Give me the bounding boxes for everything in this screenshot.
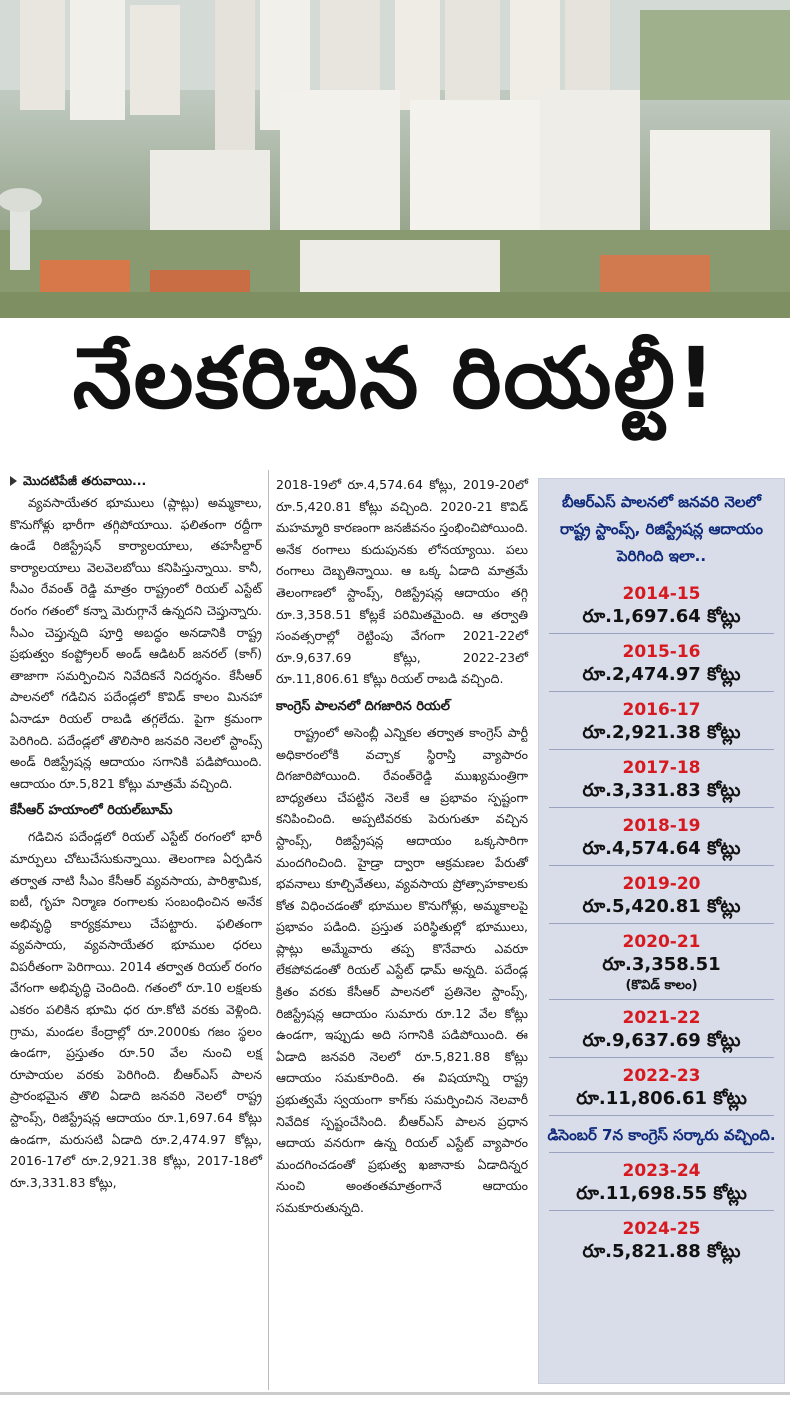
congress-note: డిసెంబర్ 7న కాంగ్రెస్ సర్కారు వచ్చింది.	[547, 1126, 776, 1144]
row-divider	[549, 633, 774, 634]
kicker-text: మొదటిపేజీ తరువాయి...	[23, 473, 147, 489]
year-label: 2019-20	[622, 874, 701, 894]
year-row	[539, 1218, 784, 1264]
year-row	[539, 1160, 784, 1211]
revenue-value: రూ.11,698.55 కోట్లు	[576, 1183, 747, 1204]
revenue-value: రూ.11,806.61 కోట్లు	[576, 1088, 747, 1109]
kicker	[10, 470, 262, 492]
year-row	[539, 641, 784, 692]
revenue-value: రూ.5,821.88 కోట్లు	[582, 1241, 741, 1262]
year-label: 2014-15	[622, 584, 701, 604]
triangle-bullet-icon	[10, 476, 17, 486]
row-divider	[549, 999, 774, 1000]
row-divider	[549, 691, 774, 692]
paragraph: వ్యవసాయేతర భూములు (ప్లాట్లు) అమ్మకాలు, కొనుగోళ్లు భారీగా తగ్గిపోయాయి. ఫలితంగా రద్దీగా ఉండే రిజిస్ట్రేషన్ కార్యాలయాలు, తహసీల్దార్ కార్యాలయాలు వెలవెలబోయి కనిపిస్తున్నాయి. కానీ, సీఎం రేవంత్ రెడ్డి మాత్రం రాష్ట్రంలో రియల్ ఎస్టేట్ రంగం గతంలో కన్నా మెరుగ్గానే ఉన్నదని చెప్తున్నారు. సీఎం చెప్తున్నది పూర్తి అబద్ధం అనడానికి రాష్ట్ర ప్రభుత్వం కంప్ట్రోలర్ అండ్ ఆడిటర్ జనరల్ (కాగ్) తాజాగా సమర్పించిన నివేదికనే నిదర్శనం. కేసీఆర్ పాలనలో గడిచిన పదేండ్లలో కొవిడ్ కాలం మినహా ఏనాడూ రియల్ రాబడి తగ్గలేదు. పైగా క్రమంగా పెరిగింది. పదేండ్లలో తొలిసారి జనవరి నెలలో స్టాంప్స్ అండ్ రిజిస్ట్రేషన్ల ఆదాయం సగానికి పడిపోయింది. ఆదాయం రూ.5,821 కోట్లు మాత్రమే వచ్చింది.	[10, 495, 262, 791]
article-column-2	[276, 474, 528, 1219]
row-divider	[549, 749, 774, 750]
bottom-rule	[0, 1392, 790, 1395]
covid-note: (కొవిడ్ కాలం)	[625, 978, 698, 993]
year-row	[539, 583, 784, 634]
row-divider	[549, 1210, 774, 1211]
revenue-value: రూ.2,921.38 కోట్లు	[582, 722, 741, 743]
row-divider	[549, 1057, 774, 1058]
revenue-value: రూ.9,637.69 కోట్లు	[582, 1030, 741, 1051]
revenue-value: రూ.5,420.81 కోట్లు	[582, 896, 741, 917]
headline: నేలకరిచిన రియల్టీ!	[72, 328, 718, 427]
year-row	[539, 873, 784, 924]
year-label: 2024-25	[622, 1219, 701, 1239]
year-label: 2018-19	[622, 816, 701, 836]
year-row	[539, 1007, 784, 1058]
revenue-value: రూ.2,474.97 కోట్లు	[582, 664, 741, 685]
paragraph: రాష్ట్రంలో అసెంబ్లీ ఎన్నికల తర్వాత కాంగ్రెస్ పార్టీ అధికారంలోకి వచ్చాక స్థిరాస్తి వ్యాపారం దిగజారిపోయింది. రేవంత్‌రెడ్డి ముఖ్యమంత్రిగా బాధ్యతలు చేపట్టిన నెలకే ఆ ప్రభావం స్పష్టంగా కనిపించింది. అప్పటివరకు పెరుగుతూ వచ్చిన స్టాంప్స్, రిజిస్ట్రేషన్ల ఆదాయం ఒక్కసారిగా మందగించింది. హైడ్రా ద్వారా ఆక్రమణల పేరుతో భవనాలు కూల్చివేతలు, వ్యవసాయ ప్రోత్సాహకాలకు కోత విధించడంతో భూముల కొనుగోళ్లు, అమ్మకాలపై ప్రభావం పడింది. ప్రస్తుత పరిస్థితుల్లో భూములు, ప్లాట్లు అమ్మేవారు తప్ప కొనేవారు ఎవరూ లేకపోవడంతో రియల్ ఎస్టేట్ ఢామ్ అన్నది. పదేండ్ల క్రితం వరకు కేసీఆర్ పాలనలో ప్రతినెల స్టాంప్స్, రిజిస్ట్రేషన్ల ఆదాయం సుమారు రూ.12 వేల కోట్లు ఉండగా, ఇప్పుడు అది సగానికి పడిపోయింది. ఈ ఏడాది జనవరి నెలలో రూ.5,821.88 కోట్లు ఆదాయం సమకూరింది. ఈ విషయాన్ని రాష్ట్ర ప్రభుత్వమే స్వయంగా కాగ్‌కు సమర్పించిన నెలవారీ నివేదిక స్పష్టంచేసింది. బీఆర్‌ఎస్ పాలన ప్రధాన ఆదాయ వనరుగా ఉన్న రియల్ ఎస్టేట్ వ్యాపారం మందగించడంతో ప్రభుత్వ ఖజానాకు ఏడాదిన్నర నుంచి అంతంతమాత్రంగానే ఆదాయం సమకూరుతున్నది.	[276, 724, 528, 1215]
paragraph: 2018-19లో రూ.4,574.64 కోట్లు, 2019-20లో రూ.5,420.81 కోట్లు వచ్చింది. 2020-21 కొవిడ్ మహమ్మారి కారణంగా జనజీవనం స్తంభించిపోయింది. అనేక రంగాలు కుదుపునకు లోనయ్యాయి. పలు రంగాలు దెబ్బతిన్నాయి. ఆ ఒక్క ఏడాది మాత్రమే తెలంగాణలో స్టాంప్స్, రిజిస్ట్రేషన్ల ఆదాయం తగ్గి రూ.3,358.51 కోట్లకే పరిమితమైంది. ఆ తర్వాతి సంవత్సరాల్లో రెట్టింపు వేగంగా 2021-22లో రూ.9,637.69 కోట్లు, 2022-23లో రూ.11,806.61 కోట్లు రియల్ రాబడి వచ్చింది.	[276, 477, 528, 687]
row-divider	[549, 1152, 774, 1153]
article-column-1	[10, 470, 262, 1193]
column-divider	[268, 470, 269, 1390]
year-label: 2023-24	[622, 1161, 701, 1181]
year-label: 2021-22	[622, 1008, 701, 1028]
city-skyline-illustration	[0, 0, 790, 318]
row-divider	[549, 807, 774, 808]
revenue-value: రూ.3,358.51	[602, 954, 721, 975]
paragraph: గడిచిన పదేండ్లలో రియల్ ఎస్టేట్ రంగంలో భారీ మార్పులు చోటుచేసుకున్నాయి. తెలంగాణ ఏర్పడిన తర్వాత నాటి సీఎం కేసీఆర్ వ్యవసాయ, పారిశ్రామిక, ఐటీ, గృహ నిర్మాణ రంగాలకు సంబంధించిన అనేక అభివృద్ధి కార్యక్రమాలు చేపట్టారు. ఫలితంగా వ్యవసాయ, వ్యవసాయేతర భూముల ధరలు విపరీతంగా పెరిగాయి. 2014 తర్వాత రియల్ రంగం వేగంగా అభివృద్ధి చెందింది. గతంలో రూ.10 లక్షలకు ఎకరం పలికిన భూమి ధర రూ.కోటి వరకు వెళ్లింది. గ్రామ, మండల కేంద్రాల్లో రూ.2000కు గజం స్థలం ఉండగా, ప్రస్తుతం రూ.50 వేల నుంచి లక్ష రూపాయల వరకు పెరిగింది. బీఆర్‌ఎస్ పాలన ప్రారంభమైన తొలి ఏడాది జనవరి నెలలో రాష్ట్ర స్టాంప్స్, రిజిస్ట్రేషన్ల ఆదాయం రూ.1,697.64 కోట్లు ఉండగా, మరుసటి ఏడాది రూ.2,474.97 కోట్లు, 2016-17లో రూ.2,921.38 కోట్లు, 2017-18లో రూ.3,331.83 కోట్లు,	[10, 829, 262, 1190]
revenue-value: రూ.4,574.64 కోట్లు	[582, 838, 741, 859]
revenue-sidebar	[538, 478, 785, 1384]
row-divider	[549, 923, 774, 924]
row-divider	[549, 865, 774, 866]
year-label: 2016-17	[622, 700, 701, 720]
year-row	[539, 815, 784, 866]
revenue-value: రూ.1,697.64 కోట్లు	[582, 606, 741, 627]
year-label: 2017-18	[622, 758, 701, 778]
year-label: 2015-16	[622, 642, 701, 662]
revenue-value: రూ.3,331.83 కోట్లు	[582, 780, 741, 801]
row-divider	[549, 1115, 774, 1116]
subheading: కేసీఆర్ హయాంలో రియల్‌బూమ్	[10, 803, 173, 819]
sidebar-intro: బీఆర్‌ఎస్ పాలనలో జనవరి నెలలో రాష్ట్ర స్టాంప్స్, రిజిస్ట్రేషన్ల ఆదాయం పెరిగింది ఇలా..	[560, 493, 763, 565]
subheading: కాంగ్రెస్ పాలనలో దిగజారిన రియల్	[276, 698, 450, 714]
year-label: 2022-23	[622, 1066, 701, 1086]
year-row	[539, 931, 784, 1000]
header-photo	[0, 0, 790, 318]
year-label: 2020-21	[622, 932, 701, 952]
year-row	[539, 757, 784, 808]
year-row	[539, 699, 784, 750]
year-row	[539, 1065, 784, 1116]
